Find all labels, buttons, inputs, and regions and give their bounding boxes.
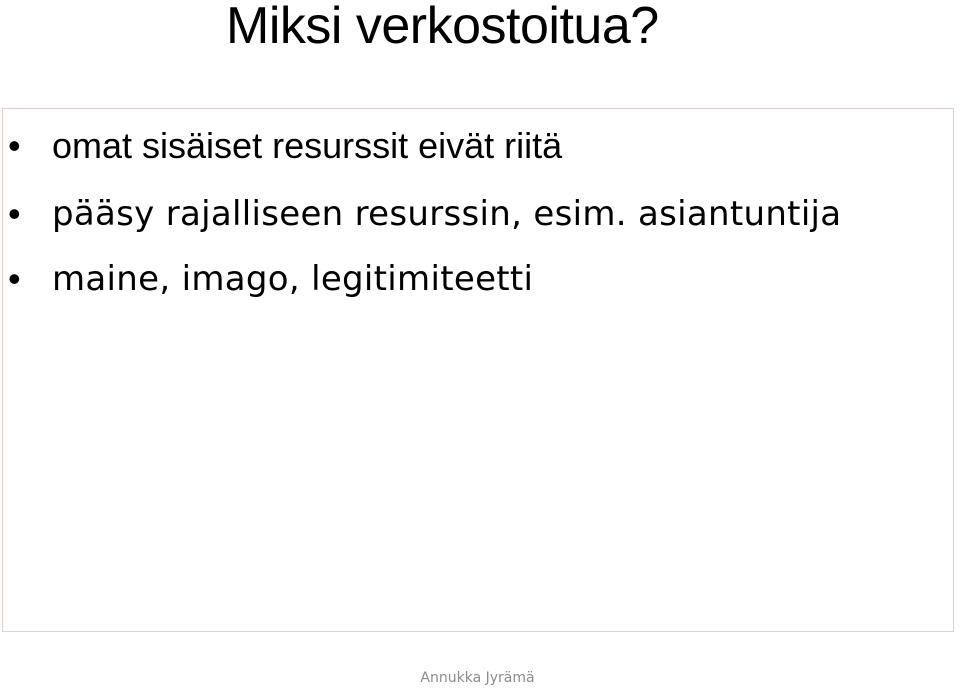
bullet-text: pääsy rajalliseen resurssin, esim. asiantuntija	[52, 194, 842, 234]
bullet-dot-icon: •	[8, 258, 21, 299]
bullet-text: omat sisäiset resurssit eivät riitä	[52, 125, 563, 166]
bullet-text: maine, imago, legitimiteetti	[52, 259, 534, 299]
bullet-dot-icon: •	[8, 125, 21, 166]
bullet-dot-icon: •	[8, 193, 21, 234]
content-placeholder-frame	[2, 108, 954, 632]
slide-title: Miksi verkostoitua?	[226, 0, 659, 55]
slide-footer-author: Annukka Jyrämä	[420, 670, 535, 686]
